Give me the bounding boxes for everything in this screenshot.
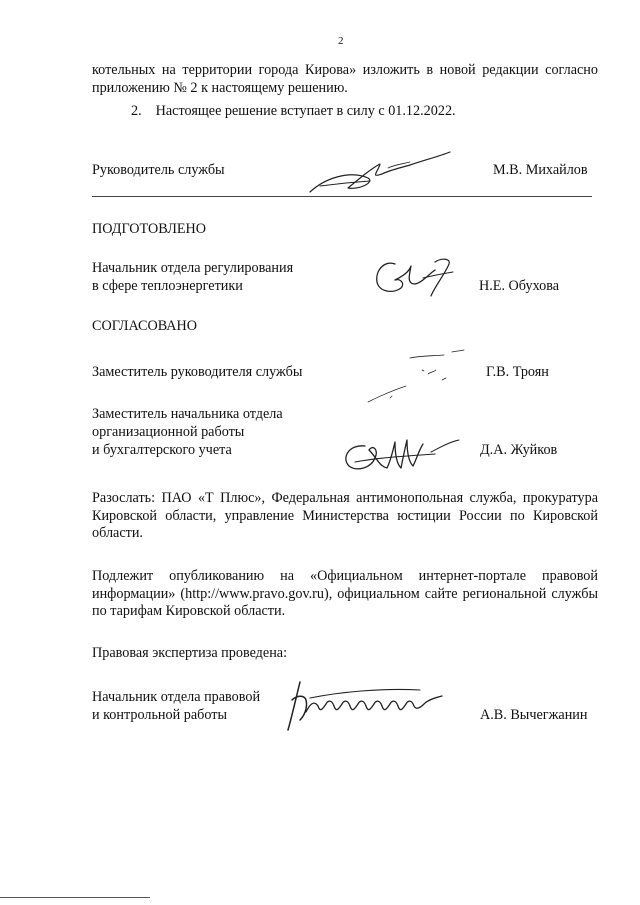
prepared-signature: [365, 250, 465, 300]
prepared-name: Н.Е. Обухова: [479, 278, 560, 294]
agreed-person2-signature: [335, 428, 465, 478]
agreed-person2-line1: Заместитель начальника отдела: [92, 406, 283, 422]
agreed-person1-signature: [360, 340, 480, 410]
item-2: [131, 103, 456, 121]
separator-line: [92, 196, 592, 197]
agreed-person2-name: Д.А. Жуйков: [480, 442, 558, 458]
item-number: 2.: [131, 103, 142, 119]
agreed-person2-line2: организационной работы: [92, 424, 245, 440]
legal-review-note: Правовая экспертиза проведена:: [92, 645, 288, 661]
distribution-paragraph: Разослать: ПАО «Т Плюс», Федеральная антимонопольная служба, прокуратура Кировской области, управление Министерства юстиции России по Кировской области.: [92, 490, 598, 542]
legal-position-line1: Начальник отдела правовой: [92, 689, 261, 705]
publication-paragraph: Подлежит опубликованию на «Официальном интернет-портале правовой информации» (http://www.pravo.gov.ru), официальном сайте региональной службы по тарифам Кировской области.: [92, 568, 598, 620]
prepared-heading: ПОДГОТОВЛЕНО: [92, 221, 206, 237]
prepared-position-line1: Начальник отдела регулирования: [92, 260, 294, 276]
agreed-heading: СОГЛАСОВАНО: [92, 318, 198, 334]
legal-signature: [270, 676, 460, 736]
legal-position-line2: и контрольной работы: [92, 707, 227, 723]
page-number: 2: [338, 35, 344, 47]
head-signature: [300, 148, 460, 198]
prepared-position-line2: в сфере теплоэнергетики: [92, 278, 243, 294]
footnote-rule: [0, 897, 150, 898]
agreed-person1-name: Г.В. Троян: [486, 364, 549, 380]
head-title: Руководитель службы: [92, 162, 225, 178]
item-text: Настоящее решение вступает в силу с 01.12.2022.: [155, 103, 456, 119]
agreed-person1-position: Заместитель руководителя службы: [92, 364, 303, 380]
continuation-paragraph: котельных на территории города Кирова» изложить в новой редакции согласно приложению № 2 к настоящему решению.: [92, 62, 598, 96]
head-name: М.В. Михайлов: [493, 162, 588, 178]
legal-name: А.В. Вычегжанин: [480, 707, 588, 723]
agreed-person2-line3: и бухгалтерского учета: [92, 442, 232, 458]
